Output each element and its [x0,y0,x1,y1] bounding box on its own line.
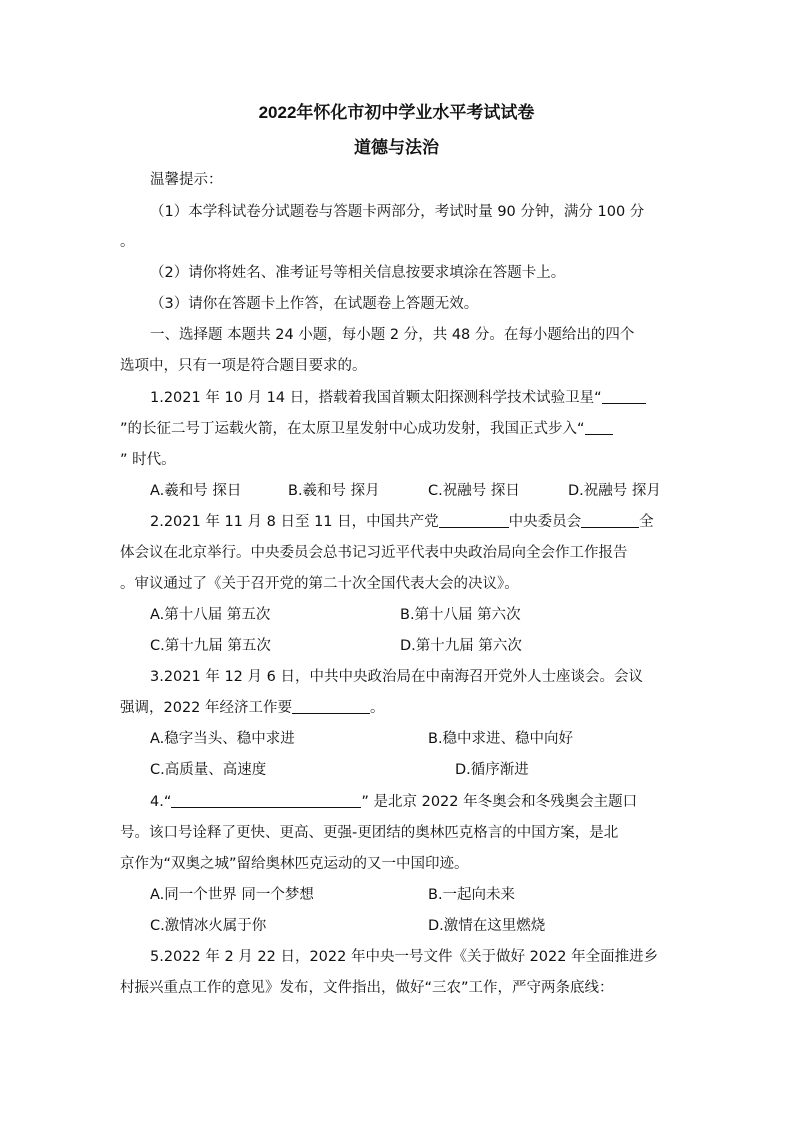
tip-1-line1: （1）本学科试卷分试题卷与答题卡两部分，考试时量 90 分钟，满分 100 分 [150,204,645,220]
q3-option-d: D.循序渐进 [455,762,529,778]
q2-line2: 体会议在北京举行。中央委员会总书记习近平代表中央政治局向全会作工作报告 [120,545,628,561]
q4-line1: 4.“ ” 是北京 2022 年冬奥会和冬残奥会主题口 [150,794,638,810]
q1-line1: 1.2021 年 10 月 14 日，搭载着我国首颗太阳探测科学技术试验卫星“ [150,388,646,408]
q3-line2: 强调，2022 年经济工作要 。 [120,700,385,716]
q5-line2: 村振兴重点工作的意见》发布，文件指出，做好“三农”工作，严守两条底线： [120,980,614,996]
q2-option-b: B.第十八届 第六次 [400,607,521,623]
q3-line1: 3.2021 年 12 月 6 日，中共中央政治局在中南海召开党外人士座谈会。会议 [150,669,643,685]
section-1-line2: 选项中，只有一项是符合题目要求的。 [120,358,367,374]
q2-option-d: D.第十九届 第六次 [400,638,522,654]
exam-title: 2022年怀化市初中学业水平考试试卷 [258,103,535,122]
answer-blank [439,513,509,528]
q1-line2: ”的长征二号丁运载火箭，在太原卫星发射中心成功发射，我国正式步入“ [120,419,613,439]
q4-line3: 京作为“双奥之城”留给奥林匹克运动的又一中国印迹。 [120,856,469,872]
answer-blank [171,793,361,808]
tips-heading: 温馨提示： [150,172,223,188]
q4-option-a: A.同一个世界 同一个梦想 [150,887,314,903]
q5-line1: 5.2022 年 2 月 22 日，2022 年中央一号文件《关于做好 2022 年全面推进乡 [150,949,659,965]
q1-option-c: C.祝融号 探日 [428,483,520,499]
q2-option-a: A.第十八届 第五次 [150,607,271,623]
q3-option-b: B.稳中求进、稳中向好 [428,731,574,747]
q4-line2: 号。该口号诠释了更快、更高、更强-更团结的奥林匹克格言的中国方案，是北 [120,825,619,841]
q4-option-c: C.激情冰火属于你 [150,918,267,934]
q3-option-c: C.高质量、高速度 [150,762,267,778]
q1-option-a: A.羲和号 探日 [150,483,242,499]
answer-blank [292,699,370,714]
q2-line1: 2.2021 年 11 月 8 日至 11 日，中国共产党 中央委员会 全 [150,514,654,530]
subject-title: 道德与法治 [354,138,439,157]
answer-blank [581,513,639,528]
q1-line3: ” 时代。 [120,452,176,468]
q2-line3: 。审议通过了《关于召开党的第二十次全国代表大会的决议》。 [120,576,519,592]
tip-2: （2）请你将姓名、准考证号等相关信息按要求填涂在答题卡上。 [150,265,566,281]
q4-option-b: B.一起向未来 [428,887,516,903]
tip-3: （3）请你在答题卡上作答，在试题卷上答题无效。 [150,296,479,312]
q2-option-c: C.第十九届 第五次 [150,638,271,654]
q1-option-d: D.祝融号 探月 [568,483,661,499]
tip-1-line2: 。 [120,234,135,250]
q4-option-d: D.激情在这里燃烧 [428,918,546,934]
answer-blank [585,420,613,435]
q3-option-a: A.稳字当头、稳中求进 [150,731,295,747]
section-1-line1: 一、选择题 本题共 24 小题，每小题 2 分，共 48 分。在每小题给出的四个 [150,327,635,343]
answer-blank [602,389,646,404]
q1-option-b: B.羲和号 探月 [288,483,380,499]
